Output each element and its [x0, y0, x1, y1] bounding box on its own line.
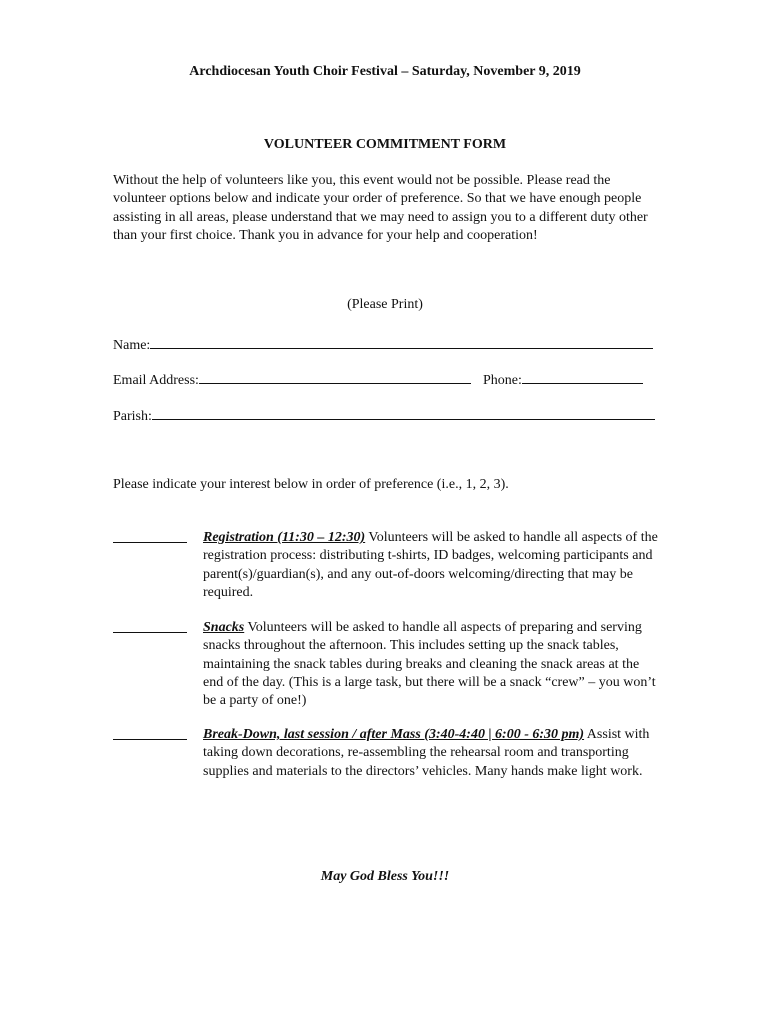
option-snacks: [113, 619, 658, 711]
option-registration: [113, 529, 658, 603]
form-title: VOLUNTEER COMMITMENT FORM: [263, 137, 507, 152]
please-print-note: (Please Print): [347, 297, 423, 312]
phone-field[interactable]: [522, 369, 643, 384]
name-field[interactable]: [150, 334, 653, 349]
parish-label: Parish:: [113, 409, 152, 424]
preference-blank-registration[interactable]: [113, 542, 187, 543]
option-text: Volunteers will be asked to handle all aspects of the registration process: distributing t-shirts, ID badges, welcoming participants and parent(s)/guardian(s), and any out-of-doors welcoming/directing that may be required.: [203, 530, 658, 600]
name-field-row: [113, 334, 653, 354]
parish-field-row: [113, 405, 655, 425]
option-text: Volunteers will be asked to handle all aspects of preparing and serving snacks throughout the afternoon. This includes setting up the snack tables, maintaining the snack tables during breaks and cleaning the snack areas at the end of the day. (This is a large task, but there will be a snack “crew” – you won’t be a party of one!): [203, 620, 656, 709]
intro-paragraph: Without the help of volunteers like you, this event would not be possible. Please read the volunteer options below and indicate your order of preference. So that we have enough people assisting in all areas, please understand that we may need to assign you to a different duty other than your first choice. Thank you in advance for your help and cooperation!: [113, 173, 648, 244]
name-label: Name:: [113, 338, 151, 353]
event-title: Archdiocesan Youth Choir Festival – Saturday, November 9, 2019: [189, 64, 581, 79]
option-break-down: [113, 726, 658, 800]
option-heading: Registration (11:30 – 12:30): [203, 530, 366, 545]
option-description: [203, 726, 658, 781]
email-label: Email Address:: [113, 373, 199, 388]
email-field[interactable]: [199, 369, 471, 384]
option-heading: Snacks: [203, 620, 245, 635]
closing-blessing: May God Bless You!!!: [320, 869, 450, 884]
preference-blank-break-down[interactable]: [113, 739, 187, 740]
phone-label: Phone:: [482, 373, 522, 388]
preference-blank-snacks[interactable]: [113, 632, 187, 633]
parish-field[interactable]: [152, 405, 655, 420]
preference-instructions: Please indicate your interest below in order of preference (i.e., 1, 2, 3).: [113, 477, 509, 492]
option-text: Assist with taking down decorations, re-assembling the rehearsal room and transporting supplies and materials to the directors’ vehicles. Many hands make light work.: [203, 727, 650, 779]
option-description: [203, 619, 658, 710]
email-phone-row: [113, 369, 655, 389]
option-description: [203, 529, 658, 602]
option-heading: Break-Down, last session / after Mass (3:40-4:40 | 6:00 - 6:30 pm): [203, 727, 585, 742]
